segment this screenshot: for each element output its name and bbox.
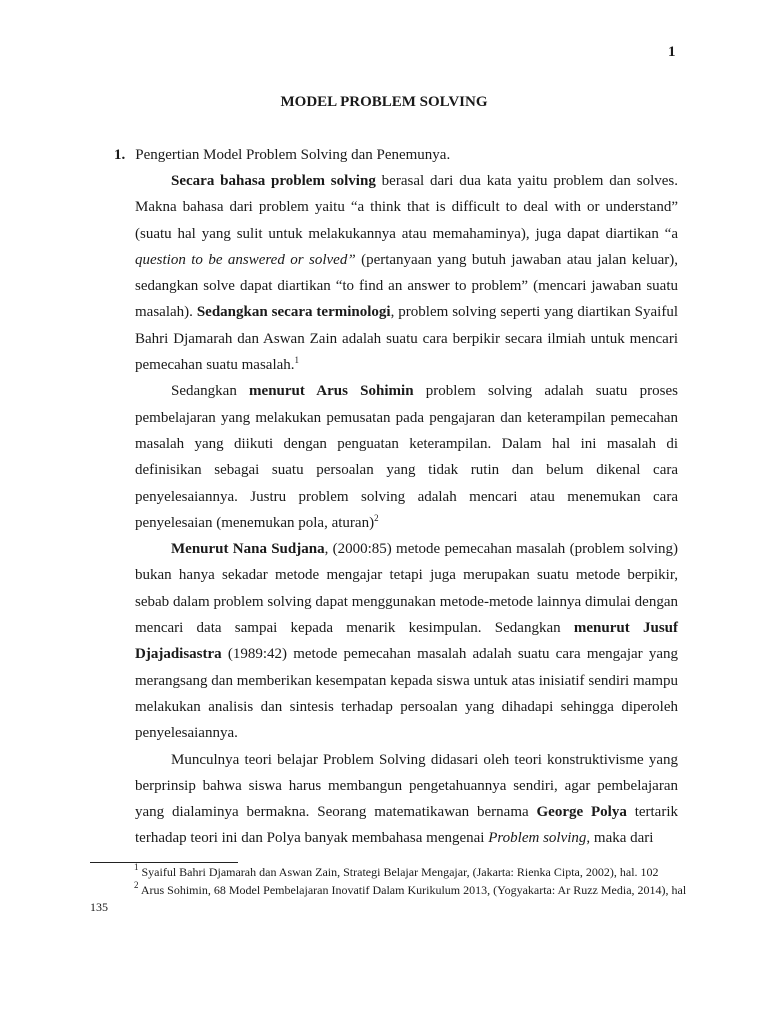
paragraph xyxy=(135,536,678,746)
text-run: berasal dari dua kata yaitu problem dan solves. Makna bahasa dari problem yaitu “a think that is difficult to deal with or understand” (suatu hal yang sulit untuk melakukannya atau memahaminya), juga dapat diartikan “a xyxy=(135,173,679,242)
paragraph xyxy=(135,747,678,852)
footnote-text: Syaiful Bahri Djamarah dan Aswan Zain, Strategi Belajar Mengajar, (Jakarta: Rienka Cipta, 2002), hal. 102 xyxy=(138,865,659,879)
text-run: , maka dari xyxy=(586,830,654,847)
text-run: , (2000:85) metode pemecahan masalah (problem solving) bukan hanya sekadar metode mengajar tetapi juga merupakan suatu metode berpikir, sebab dalam problem solving dapat menggunakan metode-metode lainnya dimulai dengan mencari data sampai kepada menarik kesimpulan. Sedangkan xyxy=(135,541,678,637)
italic-phrase: question to be answered or solved” xyxy=(135,251,356,268)
footnote-ref[interactable]: 1 xyxy=(294,355,300,366)
bold-phrase: Secara bahasa problem solving xyxy=(171,173,376,189)
text-run: , problem solving seperti yang diartikan Syaiful Bahri Djamarah dan Aswan Zain adalah suatu cara berpikir secara ilmiah untuk mencari pemecahan suatu masalah. xyxy=(135,304,678,374)
section-heading xyxy=(114,147,450,164)
bold-phrase: Sedangkan secara terminologi xyxy=(196,304,391,321)
section-number: 1. xyxy=(114,147,126,163)
footnote-separator xyxy=(90,862,238,863)
text-run: (pertanyaan yang butuh jawaban atau jalan keluar), sedangkan solve dapat diartikan “to find an answer to problem” (mencari jawaban suatu masalah). xyxy=(135,251,679,321)
footnote-number: 1 xyxy=(134,862,139,872)
footnote xyxy=(90,864,690,882)
section-heading-text: Pengertian Model Problem Solving dan Penemunya. xyxy=(135,147,451,163)
footnote-text: Arus Sohimin, 68 Model Pembelajaran Inovatif Dalam Kurikulum 2013, (Yogyakarta: Ar Ruzz Media, 2014), hal 135 xyxy=(90,882,687,914)
bold-phrase: menurut Jusuf Djajadisastra xyxy=(135,620,678,663)
paragraph xyxy=(135,378,678,536)
page-number: 1 xyxy=(668,44,676,60)
footnotes xyxy=(90,864,690,917)
body-text xyxy=(135,168,678,852)
italic-phrase: Problem solving xyxy=(488,830,587,847)
text-run: Sedangkan xyxy=(171,383,250,400)
bold-phrase: menurut Arus Sohimin xyxy=(249,383,414,400)
text-run: problem solving adalah suatu proses pembelajaran yang melakukan pemusatan pada pengajaran dan keterampilan pemecahan masalah yang diikuti dengan penguatan keterampilan. Dalam hal ini masalah di definisikan sebagai suatu persoalan yang tidak rutin dan belum dikenal cara penyelesaiannya. Justru problem solving adalah mencari atau menemukan cara penyelesaian (menemukan pola, aturan) xyxy=(135,383,678,531)
bold-phrase: Menurut Nana Sudjana xyxy=(171,541,325,558)
text-run: Munculnya teori belajar Problem Solving didasari oleh teori konstruktivisme yang berprinsip bahwa siswa harus membangun pengetahuannya sendiri, agar pembelajaran yang dialaminya bermakna. Seorang matematikawan bernama xyxy=(135,751,678,821)
footnote xyxy=(90,879,690,917)
document-title: MODEL PROBLEM SOLVING xyxy=(280,94,488,110)
bold-phrase: George Polya xyxy=(536,804,627,821)
footnote-ref[interactable]: 2 xyxy=(374,512,379,523)
text-run: tertarik terhadap teori ini dan Polya banyak membahasa mengenai xyxy=(135,804,678,847)
footnote-number: 2 xyxy=(134,879,139,890)
paragraph xyxy=(135,168,678,378)
text-run: (1989:42) metode pemecahan masalah adalah suatu cara mengajar yang merangsang dan memberikan kesempatan kepada siswa untuk atas inisiatif sendiri mampu melakukan analisis dan sintesis terhadap persoalan yang dihadapi sehingga diperoleh penyelesaiannya. xyxy=(135,646,678,742)
